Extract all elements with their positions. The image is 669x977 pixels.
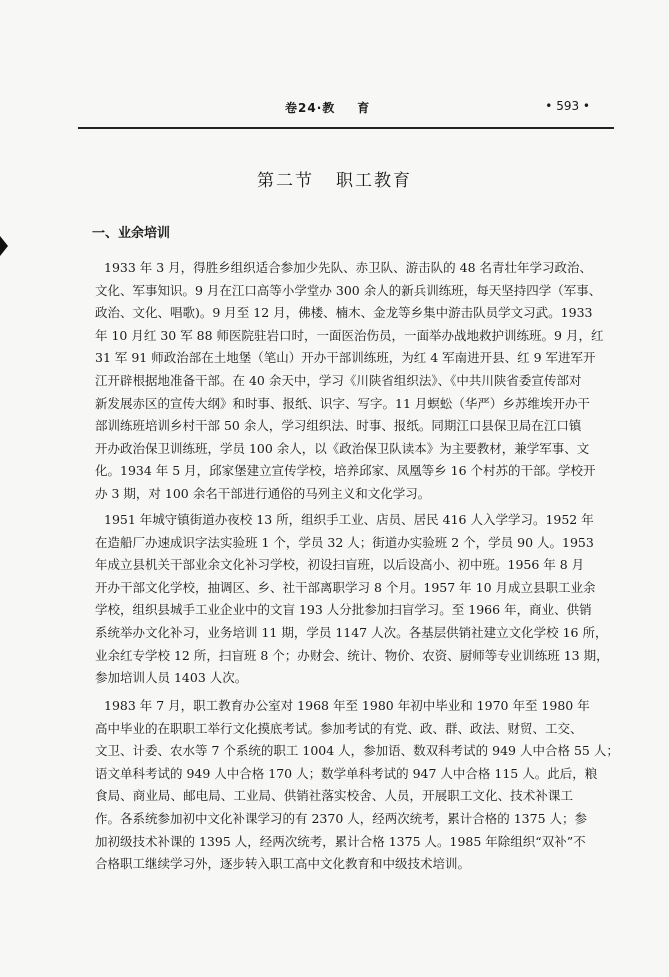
text-line: 开办干部文化学校，抽调区、乡、社干部离职学习 8 个月。1957 年 10 月成立县职工业余 (95, 579, 596, 595)
paragraph-1 (95, 257, 604, 506)
text-line: 业余红专学校 12 所，扫盲班 8 个；办财会、统计、物价、农资、厨师等专业训练班 13 期， (95, 647, 609, 663)
section-title (0, 166, 669, 191)
text-line: 31 军 91 师政治部在土地堡（笔山）开办干部训练班，为红 4 军南进开县、红 9 军进军开 (95, 350, 596, 366)
paragraph-2 (95, 509, 609, 690)
text-line: 1933 年 3 月，得胜乡组织适合参加少先队、赤卫队、游击队的 48 名青壮年学习政治、 (104, 260, 593, 275)
subsection-heading: 一、业余培训 (92, 226, 171, 241)
text-line: 江开辟根据地准备干部。在 40 余天中，学习《川陕省组织法》、《中共川陕省委宣传部对 (95, 372, 582, 388)
text-line: 年 10 月红 30 军 88 师医院驻岩口时，一面医治伤员，一面举办战地救护训练班。9 月，红 (95, 327, 604, 343)
section-number: 第二节 (257, 171, 314, 191)
text-line: 学校，组织县城手工业企业中的文盲 193 人分批参加扫盲学习。至 1966 年，商业、供销 (95, 602, 592, 618)
text-line: 化。1934 年 5 月，邱家堡建立宣传学校，培养邱家、凤凰等乡 16 个村苏的干部。学校开 (95, 463, 596, 479)
header-volume-suffix: 育 (357, 101, 371, 115)
binding-mark (0, 236, 8, 256)
text-line: 开办政治保卫训练班，学员 100 余人，以《政治保卫队读本》为主要教材，兼学军事、文 (95, 440, 590, 456)
section-name: 职工教育 (336, 171, 412, 191)
page-number: • 593 • (545, 99, 590, 113)
header-rule (78, 127, 614, 129)
text-line: 办 3 期，对 100 余名干部进行通俗的马列主义和文化学习。 (95, 485, 431, 501)
text-line: 新发展赤区的宣传大纲》和时事、报纸、识字、写字。11 月螟蚣（华严）乡苏维埃开办干 (95, 395, 590, 411)
text-line: 高中毕业的在职职工举行文化摸底考试。参加考试的有党、政、群、政法、财贸、工交、 (95, 720, 583, 736)
text-line: 参加培训人员 1403 人次。 (95, 670, 248, 686)
text-line: 作。各系统参加初中文化补课学习的有 2370 人，经两次统考，累计合格的 1375 人；参 (95, 810, 588, 826)
header-volume (285, 99, 370, 116)
header-volume-text: 卷24·教 (285, 101, 336, 115)
paragraph-3 (95, 695, 619, 876)
text-line: 合格职工继续学习外，逐步转入职工高中文化教育和中级技术培训。 (95, 856, 471, 872)
text-line: 文卫、计委、农水等 7 个系统的职工 1004 人，参加语、数双科考试的 949 人中合格 55 人； (95, 743, 619, 759)
text-line: 加初级技术补课的 1395 人，经两次统考，累计合格 1375 人。1985 年除组织“双补”不 (95, 833, 586, 849)
text-line: 系统举办文化补习，业务培训 11 期，学员 1147 人次。各基层供销社建立文化学校 16 所， (95, 624, 608, 640)
text-line: 食局、商业局、邮电局、工业局、供销社落实校舍、人员，开展职工文化、技术补课工 (95, 788, 573, 804)
text-line: 1951 年城守镇街道办夜校 13 所，组织手工业、店员、居民 416 人入学学习。1952 年 (104, 512, 594, 527)
text-line: 在造船厂办速成识字法实验班 1 个，学员 32 人；街道办实验班 2 个，学员 90 人。1953 (95, 534, 594, 550)
text-line: 部训练班培训乡村干部 50 余人，学习组织法、时事、报纸。同期江口县保卫局在江口镇 (95, 418, 582, 434)
text-line: 政治、文化、唱歌)。9 月至 12 月，佛楼、楠木、金龙等乡集中游击队员学文习武。1933 (95, 305, 593, 321)
text-line: 语文单科考试的 949 人中合格 170 人；数学单科考试的 947 人中合格 115 人。此后，粮 (95, 765, 598, 781)
text-line: 年成立县机关干部业余文化补习学校，初设扫盲班，以后设高小、初中班。1956 年 8 月 (95, 557, 585, 573)
text-line: 1983 年 7 月，职工教育办公室对 1968 年至 1980 年初中毕业和 1970 年至 1980 年 (104, 698, 590, 713)
running-header (80, 99, 612, 117)
text-line: 文化、军事知识。9 月在江口高等小学堂办 300 余人的新兵训练班，每天坚持四学（军事、 (95, 282, 602, 298)
